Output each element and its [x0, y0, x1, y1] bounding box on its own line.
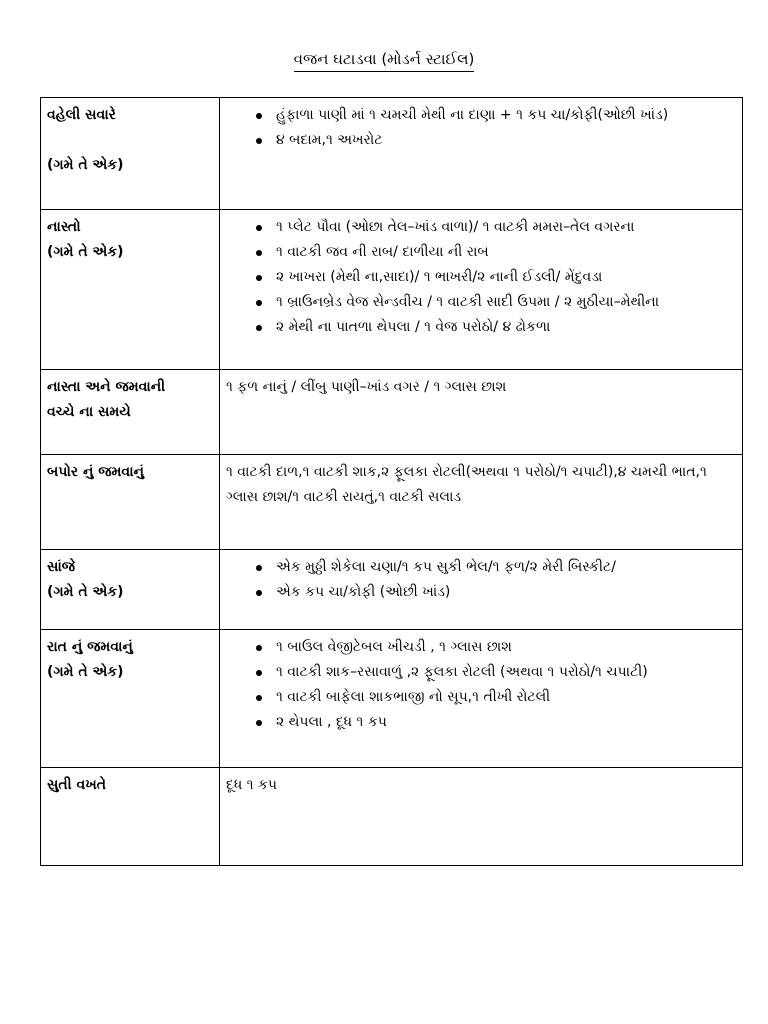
row-sublabel: વચ્ચે ના સમયે — [47, 404, 131, 420]
list-item: ૧ વાટકી જવ ની રાબ/ દાળીયા ની રાબ — [276, 240, 736, 265]
list-item: એક કપ ચા/કોફી (ઓછી ખાંડ) — [276, 580, 736, 605]
row-text: દૂધ ૧ કપ — [226, 777, 277, 793]
row-label: સુતી વખતે — [47, 777, 107, 793]
bullet-list — [226, 215, 736, 340]
spacer — [47, 128, 213, 153]
row-label-cell — [41, 550, 220, 630]
list-item: એક મુઠ્ઠી શેકેલા ચણા/૧ કપ સુકી ભેલ/૧ ફળ/૨ મેરી બિસ્કીટ/ — [276, 555, 736, 580]
row-content-cell — [220, 210, 743, 370]
list-item: ૧ વાટકી બાફેલા શાકભાજી નો સૂપ,૧ તીખી રોટલી — [276, 685, 736, 710]
document-title — [0, 50, 768, 68]
row-sublabel: (ગમે તે એક) — [47, 157, 124, 173]
row-content-cell — [220, 455, 743, 550]
row-label-cell — [41, 98, 220, 210]
list-item: ૧ પ્લેટ પૌવા (ઓછા તેલ–ખાંડ વાળા)/ ૧ વાટકી મમરા–તેલ વગરના — [276, 215, 736, 240]
row-label-cell — [41, 370, 220, 455]
row-content-cell — [220, 550, 743, 630]
row-label: નાસ્તો — [47, 219, 81, 235]
row-content-cell — [220, 630, 743, 768]
row-text: ૧ ફળ નાનું / લીંબુ પાણી–ખાંડ વગર / ૧ ગ્લાસ છાશ — [226, 379, 507, 395]
list-item: હુંફાળા પાણી માં ૧ ચમચી મેથી ના દાણા + ૧ કપ ચા/કોફી(ઓછી ખાંડ) — [276, 103, 736, 128]
row-label: બપોર નું જમવાનું — [47, 464, 144, 480]
list-item: ૧ બ્રાઉનબ્રેડ વેજ સેન્ડવીચ / ૧ વાટકી સાદી ઉપમા / ૨ મુઠીયા–મેથીના — [276, 290, 736, 315]
row-content-cell — [220, 370, 743, 455]
row-label: રાત નું જમવાનું — [47, 639, 133, 655]
list-item: ૧ વાટકી શાક–રસાવાળું ,૨ ફૂલકા રોટલી (અથવા ૧ પરોઠો/૧ ચપાટી) — [276, 660, 736, 685]
list-item: ૪ બદામ,૧ અખરોટ — [276, 128, 736, 153]
table-row — [41, 768, 743, 866]
row-sublabel: (ગમે તે એક) — [47, 244, 124, 260]
row-label-cell — [41, 630, 220, 768]
table-row — [41, 630, 743, 768]
row-content-cell — [220, 98, 743, 210]
table-row — [41, 370, 743, 455]
row-label-cell — [41, 768, 220, 866]
list-item: ૨ થેપલા , દૂધ ૧ કપ — [276, 710, 736, 735]
table-row — [41, 455, 743, 550]
bullet-list — [226, 103, 736, 153]
list-item: ૧ બાઉલ વેજીટેબલ ખીચડી , ૧ ગ્લાસ છાશ — [276, 635, 736, 660]
table-row — [41, 550, 743, 630]
table-row — [41, 210, 743, 370]
row-label: સાંજે — [47, 559, 76, 575]
row-content-cell — [220, 768, 743, 866]
list-item: ૨ મેથી ના પાતળા થેપલા / ૧ વેજ પરોઠો/ ૪ ઢોકળા — [276, 315, 736, 340]
row-label: વહેલી સવારે — [47, 107, 116, 123]
document-title-text: વજન ઘટાડવા (મોડર્ન સ્ટાઈલ) — [294, 50, 475, 72]
row-text: ૧ વાટકી દાળ,૧ વાટકી શાક,૨ ફૂલકા રોટલી(અથવા ૧ પરોઠો/૧ ચપાટી),૪ ચમચી ભાત,૧ ગ્લાસ છાશ/૧ વાટકી રાયતું,૧ વાટકી સલાડ — [226, 464, 707, 505]
bullet-list — [226, 635, 736, 735]
row-label: નાસ્તા અને જમવાની — [47, 379, 166, 395]
row-sublabel: (ગમે તે એક) — [47, 584, 124, 600]
table-row — [41, 98, 743, 210]
row-sublabel: (ગમે તે એક) — [47, 664, 124, 680]
row-label-cell — [41, 455, 220, 550]
bullet-list — [226, 555, 736, 605]
row-label-cell — [41, 210, 220, 370]
list-item: ૨ ખાખરા (મેથી ના,સાદા)/ ૧ ભાખરી/૨ નાની ઈડલી/ મેંદુવડા — [276, 265, 736, 290]
diet-plan-table — [40, 97, 743, 866]
